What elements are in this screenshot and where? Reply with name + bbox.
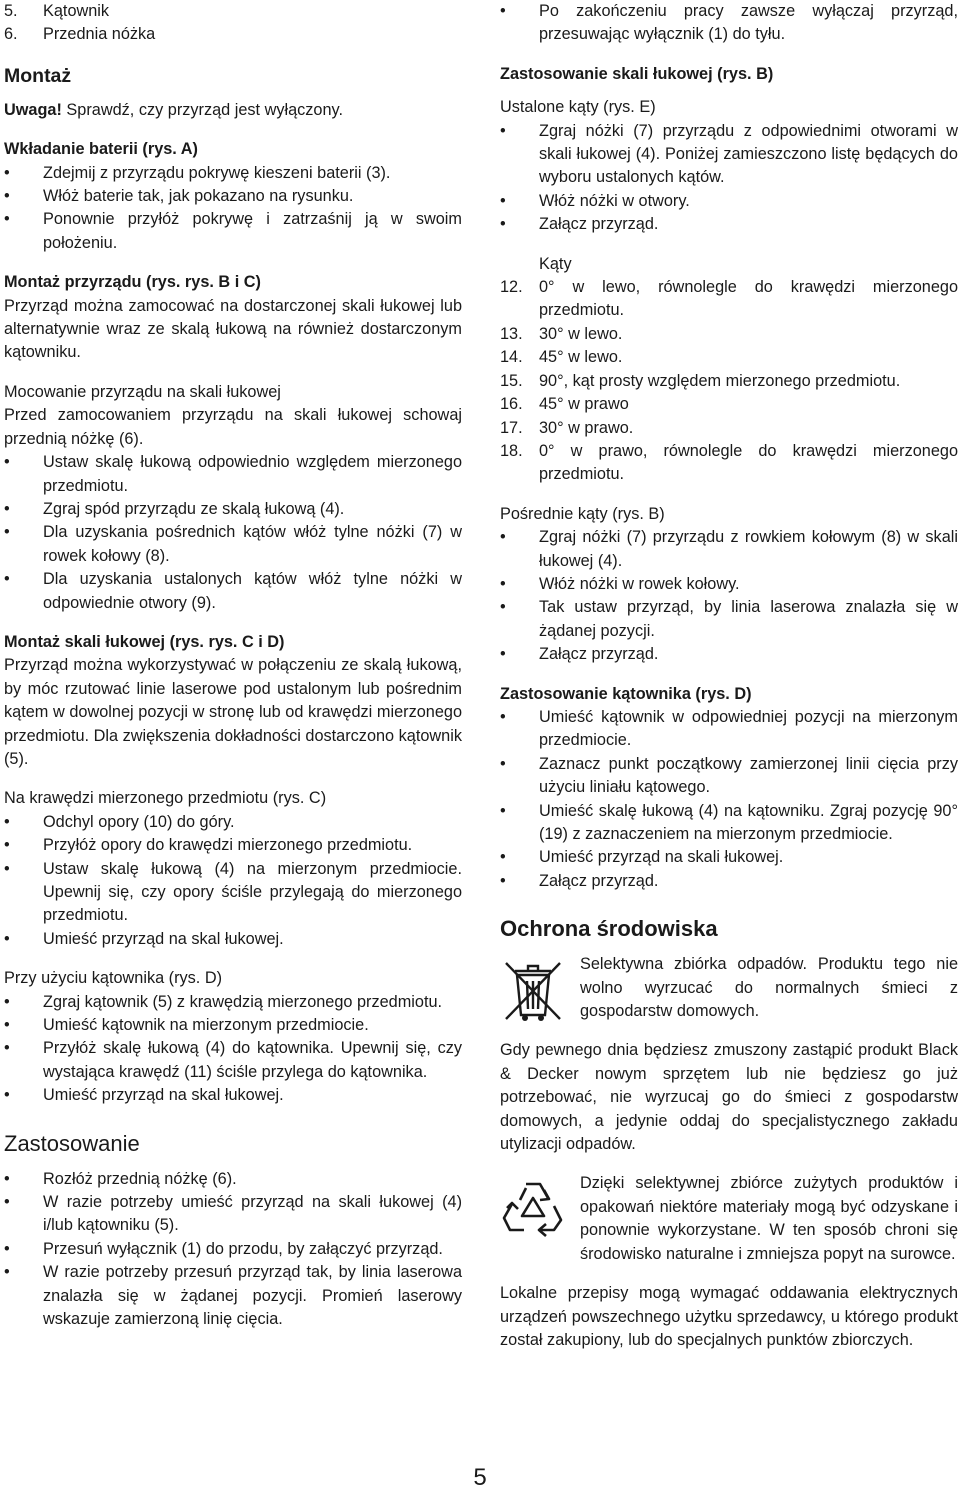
- intermediate-angles-list: [500, 526, 958, 666]
- list-item: • Przyłóż skalę łukową (4) do kątownika. Upewnij się, czy wystająca krawędź (11) ściśle przylega do kątownika.: [4, 1037, 462, 1084]
- weee-text: Selektywna zbiórka odpadów. Produktu tego nie wolno wyrzucać do normalnych śmieci z gospodarstw domowych.: [580, 955, 958, 1021]
- list-item: 13. 30° w lewo.: [500, 324, 623, 343]
- list-item: • Zaznacz punkt początkowy zamierzonej linii cięcia przy użyciu liniału kątowego.: [500, 753, 958, 800]
- page-number: 5: [473, 1464, 487, 1491]
- list-item: • Załącz przyrząd.: [500, 870, 958, 893]
- list-item: • Zdejmij z przyrządu pokrywę kieszeni baterii (3).: [4, 162, 462, 185]
- list-item: • Przesuń wyłącznik (1) do przodu, by załączyć przyrząd.: [4, 1238, 462, 1261]
- list-item: • Po zakończeniu pracy zawsze wyłączaj przyrząd, przesuwając wyłącznik (1) do tyłu.: [500, 0, 958, 47]
- subheading-mount-tool: Montaż przyrządu (rys. rys. B i C): [4, 273, 261, 292]
- list-item: 5. Kątownik: [4, 2, 110, 20]
- subtitle-intermediate-angles: Pośrednie kąty (rys. B): [500, 504, 665, 523]
- section-heading-usage: Zastosowanie: [4, 1130, 140, 1156]
- list-item: • Załącz przyrząd.: [500, 643, 958, 666]
- list-item: 12. 0° w lewo, równolegle do krawędzi mierzonego przedmiotu.: [500, 278, 958, 320]
- mount-on-scale-list: [4, 451, 462, 615]
- list-item: • Ponownie przyłóż pokrywę i zatrzaśnij ją w swoim położeniu.: [4, 208, 462, 255]
- list-item: • Umieść przyrząd na skal łukowej.: [4, 928, 462, 951]
- list-item: • Umieść przyrząd na skal łukowej.: [4, 1084, 462, 1107]
- subheading-square-usage: Zastosowanie kątownika (rys. D): [500, 684, 752, 703]
- list-item: • Włóż nóżki w rowek kołowy.: [500, 573, 958, 596]
- list-item: 18. 0° w prawo, równolegle do krawędzi mierzonego przedmiotu.: [500, 441, 958, 484]
- warning-text: Uwaga! Sprawdź, czy przyrząd jest wyłączony.: [4, 100, 343, 119]
- list-item: • Dla uzyskania pośrednich kątów włóż tylne nóżki (7) w rowek kołowy (8).: [4, 521, 462, 568]
- list-item: • Rozłóż przednią nóżkę (6).: [4, 1168, 462, 1191]
- list-item: • Umieść kątownik w odpowiedniej pozycji na mierzonym przedmiocie.: [500, 706, 958, 753]
- fixed-angles-list: [500, 120, 958, 237]
- list-item: • W razie potrzeby umieść przyrząd na skali łukowej (4) i/lub kątowniku (5).: [4, 1191, 462, 1238]
- list-item: 14. 45° w lewo.: [500, 348, 623, 367]
- batteries-list: [4, 162, 462, 256]
- list-item: • Tak ustaw przyrząd, by linia laserowa znalazła się w żądanej pozycji.: [500, 596, 958, 643]
- parts-list: [4, 0, 462, 47]
- subtitle-mount-on-scale: Mocowanie przyrządu na skali łukowej: [4, 382, 281, 401]
- usage-list: [4, 1168, 462, 1332]
- recycling-notice: [500, 1172, 958, 1266]
- list-item: • Ustaw skalę łukową (4) na mierzonym przedmiocie. Upewnij się, czy opory ściśle przylegają do mierzonego przedmiotu.: [4, 858, 462, 928]
- list-item: • Dla uzyskania ustalonych kątów włóż tylne nóżki w odpowiednie otwory (9).: [4, 568, 462, 615]
- paragraph: Przyrząd można zamocować na dostarczonej skali łukowej lub alternatywnie wraz ze skalą łukową na również dostarczonym kątowniku.: [4, 296, 462, 362]
- section-heading-environment: Ochrona środowiska: [500, 916, 718, 942]
- square-list: [4, 991, 462, 1108]
- square-usage-list: [500, 706, 958, 893]
- list-item: • Umieść skalę łukową (4) na kątowniku. Zgraj pozycję 90° (19) z zaznaczeniem na mierzonym przedmiocie.: [500, 800, 958, 847]
- paragraph: Lokalne przepisy mogą wymagać oddawania elektrycznych urządzeń powszechnego użytku sprzedawcy, u którego produkt został zakupiony, lub do specjalnych punktów zbiorczych.: [500, 1284, 958, 1349]
- list-item: • Umieść przyrząd na skali łukowej.: [500, 846, 958, 869]
- list-item: • Włóż baterie tak, jak pokazano na rysunku.: [4, 185, 462, 208]
- left-column: [4, 0, 462, 1332]
- list-item: • Zgraj nóżki (7) przyrządu z rowkiem kołowym (8) w skali łukowej (4).: [500, 526, 958, 573]
- switch-off-list: [500, 0, 958, 47]
- list-item: • Zgraj kątownik (5) z krawędzią mierzonego przedmiotu.: [4, 991, 462, 1014]
- list-item: • Zgraj spód przyrządu ze skalą łukową (4).: [4, 498, 462, 521]
- weee-notice: [500, 953, 958, 1023]
- list-item: • Odchyl opory (10) do góry.: [4, 811, 462, 834]
- list-item: • Załącz przyrząd.: [500, 213, 958, 236]
- list-item: • Ustaw skalę łukową odpowiednio względem mierzonego przedmiotu.: [4, 451, 462, 498]
- subheading-mount-scale: Montaż skali łukowej (rys. rys. C i D): [4, 632, 285, 651]
- subheading-arc-usage: Zastosowanie skali łukowej (rys. B): [500, 64, 774, 83]
- list-item: • Zgraj nóżki (7) przyrządu z odpowiednimi otworami w skali łukowej (4). Poniżej zamieszczono listę będących do wyboru ustalonych kątów.: [500, 120, 958, 190]
- paragraph: Przed zamocowaniem przyrządu na skali łukowej schowaj przednią nóżkę (6).: [4, 406, 462, 448]
- right-column: [500, 0, 958, 1352]
- paragraph: Gdy pewnego dnia będziesz zmuszony zastąpić produkt Black & Decker nowym sprzętem lub nie będziesz go już potrzebować, nie wyrzucaj go do śmieci z gospodarstw domowych, a jedynie oddaj do specjalistycznego zakładu utylizacji odpadów.: [500, 1041, 958, 1154]
- subtitle-square: Przy użyciu kątownika (rys. D): [4, 969, 223, 988]
- list-item: • W razie potrzeby przesuń przyrząd tak, by linia laserowa znalazła się w żądanej pozycji. Promień laserowy wskazuje zamierzoną linię cięcia.: [4, 1261, 462, 1331]
- section-heading-montaz: Montaż: [4, 64, 72, 87]
- paragraph: Przyrząd można wykorzystywać w połączeniu ze skalą łukową, by móc rzutować linie laserowe pod ustalonym lub pośrednim kątem w dowolnej pozycji w stronę lub od krawędzi mierzonego przedmiotu. Dla zwiększenia dokładności dostarczono kątownik (5).: [4, 656, 462, 768]
- list-item: 17. 30° w prawo.: [500, 418, 634, 437]
- list-item: • Włóż nóżki w otwory.: [500, 190, 958, 213]
- list-item: • Przyłóż opory do krawędzi mierzonego przedmiotu.: [4, 834, 462, 857]
- recycle-text: Dzięki selektywnej zbiórce zużytych produktów i opakowań niektóre materiały mogą być odzyskane i ponownie wykorzystane. W ten sposób chroni się środowisko naturalne i zmniejsza popyt na surowce.: [580, 1174, 958, 1263]
- list-item: 6. Przednia nóżka: [4, 25, 156, 44]
- subtitle-edge: Na krawędzi mierzonego przedmiotu (rys. C): [4, 789, 327, 808]
- subtitle-fixed-angles: Ustalone kąty (rys. E): [500, 98, 656, 117]
- crossed-bin-icon: [500, 957, 566, 1025]
- list-item: • Umieść kątownik na mierzonym przedmiocie.: [4, 1014, 462, 1037]
- subheading-batteries: Wkładanie baterii (rys. A): [4, 140, 198, 159]
- angles-list: [500, 276, 958, 487]
- recycle-icon: [500, 1176, 566, 1238]
- edge-list: [4, 811, 462, 951]
- angles-title: Kąty: [539, 254, 572, 273]
- list-item: 16. 45° w prawo: [500, 395, 629, 414]
- list-item: 15. 90°, kąt prosty względem mierzonego przedmiotu.: [500, 371, 901, 390]
